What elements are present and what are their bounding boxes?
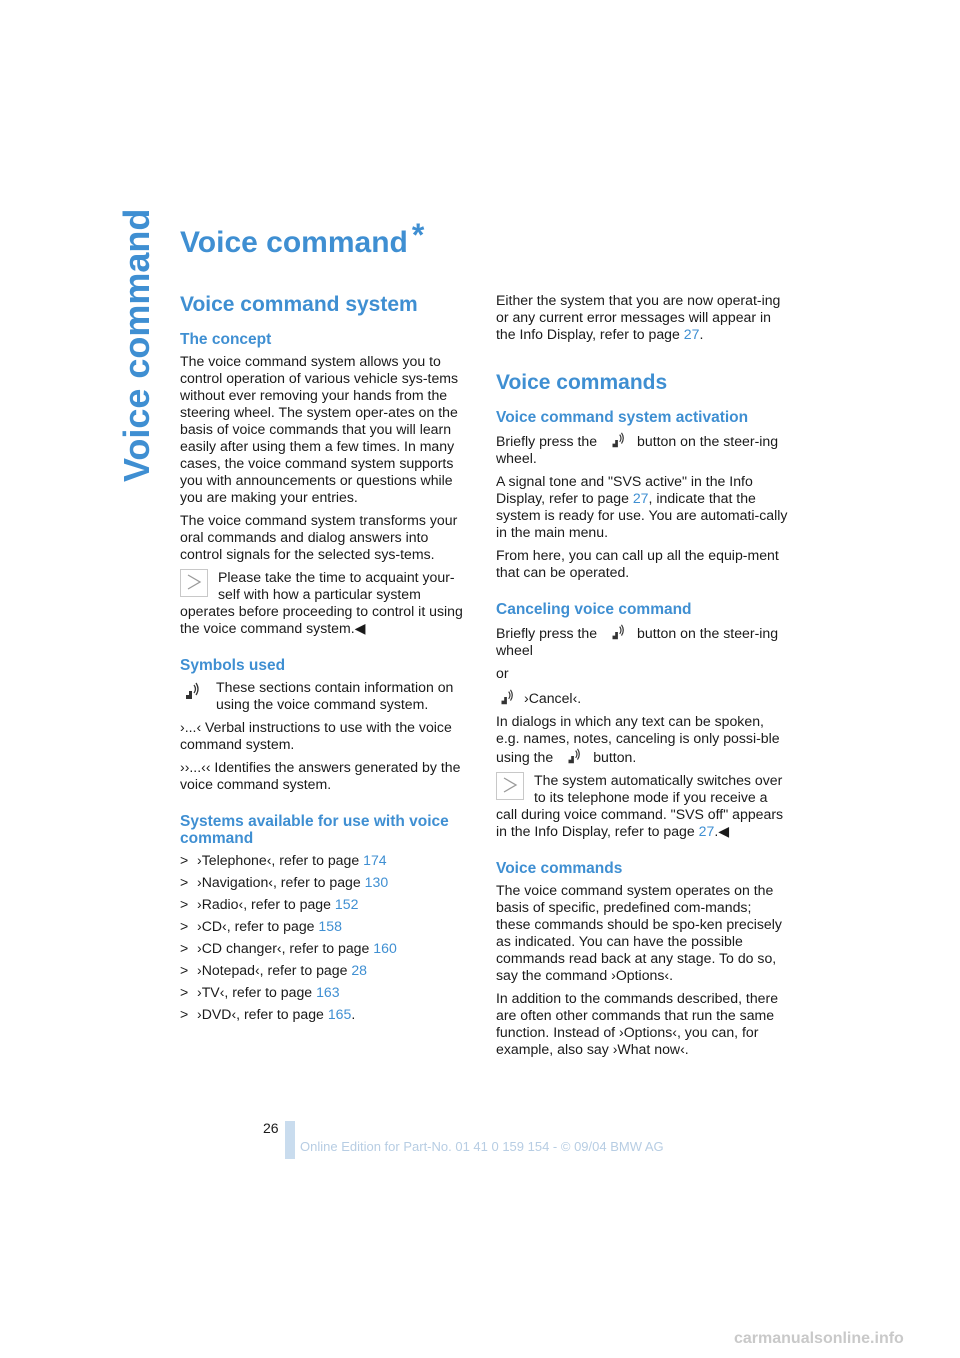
sidebar-chapter-title: Voice command	[116, 208, 157, 482]
voice-command-icon	[607, 623, 627, 641]
list-item	[180, 874, 472, 891]
list-item	[180, 918, 472, 935]
cancel-note-end: .◀	[714, 823, 730, 839]
intro-end: .	[699, 326, 704, 342]
intro-paragraph	[496, 292, 788, 343]
footer-bar	[285, 1121, 295, 1159]
optional-equipment-star: *	[411, 217, 425, 253]
list-item	[180, 940, 472, 957]
note-end-marker: ◀	[354, 620, 366, 636]
activation-paragraph-3: From here, you can call up all the equip-ment that can be operated.	[496, 547, 779, 580]
note-arrow-icon	[496, 772, 524, 800]
intro-text: Either the system that you are now operat-ing or any current error messages will appear in the Info Display, refer to page	[496, 292, 781, 342]
page-title	[180, 217, 425, 260]
activation-p2-text-a: A signal tone and "SVS active" in the Info Display, refer to page	[496, 473, 753, 506]
cancel-paragraph-2	[496, 713, 788, 766]
footer-edition-text: Online Edition for Part-No. 01 41 0 159 154 - © 09/04 BMW AG	[300, 1139, 664, 1154]
page-link[interactable]: 165	[327, 1006, 352, 1022]
list-bullet: >	[180, 918, 189, 934]
section-heading-voice-command-system: Voice command system	[180, 293, 418, 316]
page-link[interactable]: 130	[364, 874, 389, 890]
voice-command-icon	[496, 688, 516, 706]
systems-list	[180, 852, 472, 1023]
concept-paragraph-1: The voice command system allows you to control operation of various vehicle sys-tems without ever removing your hands from the steering wheel. The system oper-ates on the basis of voice commands that you will learn easily after using them a few times. In many cases, the voice command system supports you with announcements or questions while you are making your entries.	[180, 353, 459, 505]
activation-text-b: button on the steer-ing wheel.	[496, 433, 779, 466]
page-link[interactable]: 27	[683, 326, 700, 342]
symbols-note-text: These sections contain information on using the voice command system.	[216, 679, 454, 712]
list-item-text: ›DVD‹, refer to page	[197, 1006, 328, 1022]
cancel-or: or	[496, 665, 509, 681]
cancel-note-text: The system automatically switches over to its telephone mode if you receive a call during voice command. "SVS off" appears in the Info Display, refer to page	[496, 772, 784, 839]
voice-command-icon	[607, 431, 627, 449]
list-item	[180, 962, 472, 979]
activation-p2-text-b: , indicate that the system is ready for use. You are automati-cally in the main menu.	[496, 490, 788, 540]
activation-paragraph-2	[496, 473, 788, 541]
heading-the-concept: The concept	[180, 331, 272, 348]
list-bullet: >	[180, 852, 189, 868]
page-link[interactable]: 160	[373, 940, 397, 956]
page-link[interactable]: 152	[334, 896, 359, 912]
page-link[interactable]: 27	[698, 823, 715, 839]
note-block	[180, 569, 472, 637]
cancel-p2-text-b: button.	[593, 749, 637, 765]
cancel-command-text: ›Cancel‹.	[524, 690, 582, 706]
cancel-command	[496, 688, 788, 707]
page-link[interactable]: 163	[316, 984, 340, 1000]
heading-systems-available: Systems available for use with voice command	[180, 813, 449, 847]
commands-paragraph-1: The voice command system operates on the basis of specific, predefined com-mands; these commands should be spo-ken precisely as indicated. You can have the possible commands read back at any stage. To do so, say the command ›Options‹.	[496, 882, 782, 983]
right-column	[496, 292, 788, 1064]
list-item-end: .	[351, 1006, 356, 1022]
list-item	[180, 1006, 472, 1023]
symbols-answers-text: ››...‹‹ Identifies the answers generated by the voice command system.	[180, 759, 461, 792]
note-text: Please take the time to acquaint your-self with how a particular system operates before proceeding to control it using the voice command system.	[180, 569, 463, 636]
heading-symbols-used: Symbols used	[180, 657, 286, 674]
cancel-paragraph-1	[496, 623, 788, 659]
list-item	[180, 984, 472, 1001]
list-item-text: ›CD‹, refer to page	[197, 918, 319, 934]
activation-paragraph-1	[496, 431, 788, 467]
page-link[interactable]: 28	[351, 962, 368, 978]
page-title-text: Voice command	[180, 226, 408, 259]
commands-paragraph-2: In addition to the commands described, there are often other commands that run the same function. Instead of ›Options‹, you can, for example, also say ›What now‹.	[496, 990, 779, 1057]
list-bullet: >	[180, 984, 189, 1000]
heading-voice-commands: Voice commands	[496, 860, 623, 877]
note-arrow-icon	[180, 569, 208, 597]
concept-paragraph-2: The voice command system transforms your oral commands and dialog answers into control signals for the selected sys-tems.	[180, 512, 458, 562]
voice-command-icon	[180, 681, 202, 701]
page-number: 26	[263, 1120, 279, 1136]
symbols-verbal-text: ›...‹ Verbal instructions to use with the voice command system.	[180, 719, 452, 752]
list-item	[180, 852, 472, 869]
cancel-text-b: button on the steer-ing wheel	[496, 625, 779, 658]
list-bullet: >	[180, 1006, 189, 1022]
page-link[interactable]: 158	[318, 918, 342, 934]
cancel-text-a: Briefly press the	[496, 625, 598, 641]
list-item-text: ›Navigation‹, refer to page	[197, 874, 365, 890]
list-item-text: ›Radio‹, refer to page	[197, 896, 335, 912]
list-item	[180, 896, 472, 913]
list-bullet: >	[180, 940, 189, 956]
activation-text-a: Briefly press the	[496, 433, 598, 449]
list-item-text: ›Telephone‹, refer to page	[197, 852, 364, 868]
list-item-text: ›CD changer‹, refer to page	[197, 940, 374, 956]
cancel-p2-text-a: In dialogs in which any text can be spoken, e.g. names, notes, canceling is only possi-ble using the	[496, 713, 780, 765]
list-item-text: ›TV‹, refer to page	[197, 984, 317, 1000]
list-bullet: >	[180, 874, 189, 890]
page-link[interactable]: 27	[632, 490, 649, 506]
list-bullet: >	[180, 896, 189, 912]
left-column	[180, 292, 472, 1028]
section-heading-voice-commands: Voice commands	[496, 371, 668, 394]
symbols-note	[180, 679, 472, 713]
cancel-note-block	[496, 772, 788, 840]
page-link[interactable]: 174	[363, 852, 387, 868]
watermark: carmanualsonline.info	[734, 1330, 904, 1347]
list-item-text: ›Notepad‹, refer to page	[197, 962, 352, 978]
voice-command-icon	[563, 747, 583, 765]
heading-activation: Voice command system activation	[496, 409, 749, 426]
list-bullet: >	[180, 962, 189, 978]
heading-canceling: Canceling voice command	[496, 601, 692, 618]
